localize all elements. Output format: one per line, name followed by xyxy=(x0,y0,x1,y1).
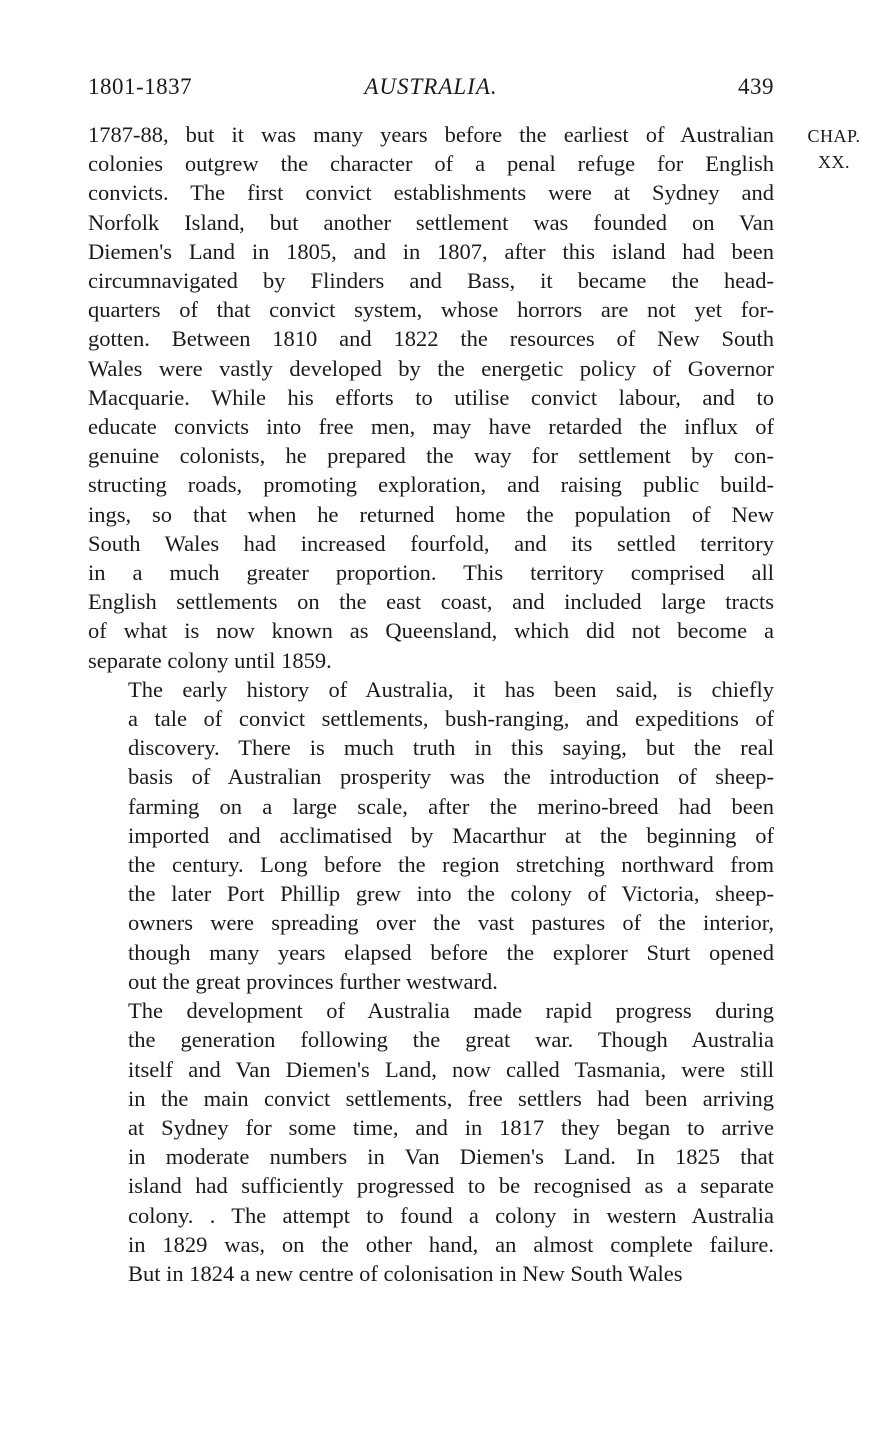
text-line: South Wales had increased fourfold, and its settled territory xyxy=(88,530,774,556)
text-line: 1787-88, but it was many years before the earliest of Australian xyxy=(88,122,774,147)
text-line: in the main convict settlements, free settlers had been arriving xyxy=(128,1085,774,1111)
text-line: of what is now known as Queensland, which did not become a xyxy=(88,618,774,644)
paragraph xyxy=(88,120,774,675)
text-line: farming on a large scale, after the merino-breed had been xyxy=(128,793,774,819)
text-line: at Sydney for some time, and in 1817 they began to arrive xyxy=(128,1114,774,1140)
text-line: Norfolk Island, but another settlement was founded on Van xyxy=(88,209,774,235)
text-line: structing roads, promoting exploration, and raising public build- xyxy=(88,472,774,498)
paragraph xyxy=(88,996,774,1288)
text-line: circumnavigated by Flinders and Bass, it became the head- xyxy=(88,268,774,294)
text-line: in moderate numbers in Van Diemen's Land. In 1825 that xyxy=(128,1144,774,1170)
running-head-dates: 1801-1837 xyxy=(88,74,193,99)
chapter-label: CHAP. xyxy=(807,126,861,146)
text-line: the later Port Phillip grew into the colony of Victoria, sheep- xyxy=(128,881,774,907)
text-line: educate convicts into free men, may have retarded the influx of xyxy=(88,414,774,440)
text-line: discovery. There is much truth in this saying, but the real xyxy=(128,735,774,761)
text-line: colonies outgrew the character of a penal refuge for English xyxy=(88,151,774,177)
text-line: The development of Australia made rapid progress during xyxy=(128,998,774,1024)
text-line: Wales were vastly developed by the energetic policy of Governor xyxy=(88,355,774,381)
text-line: ings, so that when he returned home the population of New xyxy=(88,501,774,527)
running-head xyxy=(88,74,774,104)
text-line: island had sufficiently progressed to be recognised as a separate xyxy=(128,1173,774,1199)
text-line: out the great provinces further westward. xyxy=(128,968,498,994)
text-line: the century. Long before the region stretching northward from xyxy=(128,852,774,878)
text-line: Diemen's Land in 1805, and in 1807, after this island had been xyxy=(88,238,774,264)
text-line: basis of Australian prosperity was the introduction of sheep- xyxy=(128,764,774,790)
text-line: owners were spreading over the vast pastures of the interior, xyxy=(128,910,774,936)
chapter-margin-note xyxy=(794,123,874,175)
text-line: convicts. The first convict establishments were at Sydney and xyxy=(88,180,774,206)
text-line: genuine colonists, he prepared the way for settlement by con- xyxy=(88,443,774,469)
body-text xyxy=(88,120,774,1288)
chapter-number: XX. xyxy=(818,152,850,172)
text-line: though many years elapsed before the explorer Sturt opened xyxy=(128,939,774,965)
paragraph xyxy=(88,675,774,996)
page-number: 439 xyxy=(738,74,774,99)
text-line: separate colony until 1859. xyxy=(88,647,332,673)
text-line: a tale of convict settlements, bush-ranging, and expeditions of xyxy=(128,706,774,732)
text-line: in a much greater proportion. This territory comprised all xyxy=(88,560,774,586)
text-line: Macquarie. While his efforts to utilise convict labour, and to xyxy=(88,384,774,410)
text-line: English settlements on the east coast, and included large tracts xyxy=(88,589,774,615)
text-line: gotten. Between 1810 and 1822 the resources of New South xyxy=(88,326,774,352)
text-line: The early history of Australia, it has been said, is chiefly xyxy=(128,676,774,702)
text-line: quarters of that convict system, whose horrors are not yet for- xyxy=(88,297,774,323)
running-head-title: AUSTRALIA. xyxy=(364,74,498,99)
text-line: itself and Van Diemen's Land, now called Tasmania, were still xyxy=(128,1056,774,1082)
text-line: in 1829 was, on the other hand, an almost complete failure. xyxy=(128,1231,774,1257)
text-line: But in 1824 a new centre of colonisation in New South Wales xyxy=(128,1260,683,1286)
text-line: colony. . The attempt to found a colony in western Australia xyxy=(128,1202,774,1228)
text-line: the generation following the great war. Though Australia xyxy=(128,1027,774,1053)
text-line: imported and acclimatised by Macarthur at the beginning of xyxy=(128,822,774,848)
